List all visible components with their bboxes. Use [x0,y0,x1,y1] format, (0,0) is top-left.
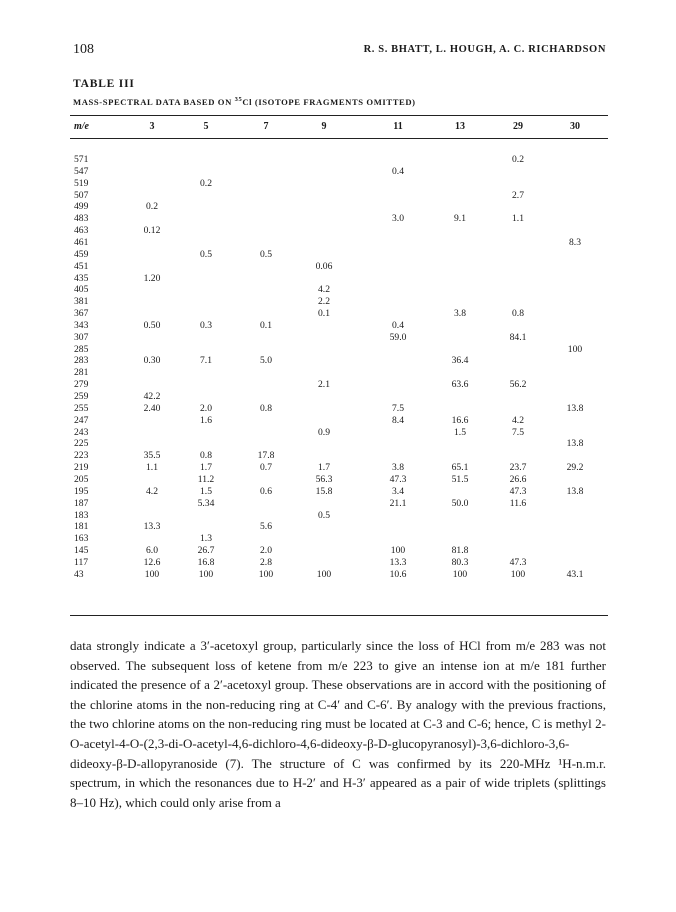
table-mz-cell: 223 [74,450,89,462]
table-value-cell: 100 [198,568,214,580]
table-value-cell: 4.2 [146,485,158,497]
table-mz-cell: 519 [74,177,89,189]
table-value-cell: 3.8 [392,462,404,474]
table-value-cell: 2.1 [318,379,330,391]
table-mz-cell: 43 [74,568,84,580]
table-value-cell: 11.2 [197,473,215,485]
table-value-cell: 1.7 [318,462,330,474]
table-value-cell: 1.5 [200,485,212,497]
table-mz-cell: 343 [74,319,89,331]
table-mz-cell: 145 [74,545,89,557]
table-value-cell: 59.0 [389,331,407,343]
table-value-cell: 0.06 [315,260,333,272]
table-value-cell: 1.6 [200,414,212,426]
table-value-cell: 63.6 [451,379,469,391]
table-value-cell: 0.8 [200,450,212,462]
table-mz-cell: 307 [74,331,89,343]
table-value-cell: 36.4 [451,355,469,367]
table-value-cell: 13.3 [389,556,407,568]
table-value-cell: 15.8 [315,485,333,497]
table-value-cell: 13.8 [566,402,584,414]
table-mz-cell: 381 [74,296,89,308]
table-mz-cell: 483 [74,213,89,225]
table-top-rule [70,115,608,116]
table-value-cell: 2.2 [318,296,330,308]
table-mz-cell: 243 [74,426,89,438]
table-value-cell: 2.7 [512,189,524,201]
table-mz-cell: 281 [74,367,89,379]
table-mz-cell: 117 [74,556,89,568]
table-mz-cell: 367 [74,308,89,320]
table-value-cell: 47.3 [389,473,407,485]
table-value-cell: 0.30 [143,355,161,367]
table-mz-cell: 499 [74,201,89,213]
table-value-cell: 3.4 [392,485,404,497]
table-column-header: 9 [321,121,327,132]
table-mz-cell: 461 [74,236,89,248]
body-paragraph: data strongly indicate a 3′-acetoxyl group, particularly since the loss of HCl from m/e 283 was not observed. The subsequent loss of ketene from m/e 223 to give an intense ion at m/e 181 further indicated the presence of a 2′-acetoxyl group. These observations are in accord with the positioning of the chlorine atoms in the non-reducing ring at C-4′ and C-6′. By analogy with the previous fractions, the two chlorine atoms on the non-reducing ring must be located at C-3 and C-6; hence, C is methyl 2-O-acetyl-4-O-(2,3-di-O-acetyl-4,6-dichloro-4,6-dideoxy-β-D-glucopyranosyl)-3,6-dichloro-3,6-dideoxy-β-D-allopyranoside (7). The structure of C was confirmed by its 220-MHz ¹H-n.m.r. spectrum, in which the resonances due to H-2′ and H-3′ appeared as a pair of wide triplets (splittings 8–10 Hz), which could only arise from a [70,638,606,810]
table-value-cell: 1.3 [200,533,212,545]
table-mz-cell: 435 [74,272,89,284]
caption-isotope: 35 [234,96,243,103]
table-value-cell: 0.5 [318,509,330,521]
table-value-cell: 65.1 [451,462,469,474]
table-mz-cell: 195 [74,485,89,497]
caption-suffix: Cl (ISOTOPE FRAGMENTS OMITTED) [242,96,416,107]
table-value-cell: 1.7 [200,462,212,474]
table-value-cell: 3.8 [454,308,466,320]
table-header-mz: m/e [74,121,89,132]
table-mz-cell: 183 [74,509,89,521]
table-value-cell: 0.5 [260,248,272,260]
table-value-cell: 5.6 [260,521,272,533]
table-value-cell: 100 [258,568,274,580]
table-value-cell: 0.9 [318,426,330,438]
table-mz-cell: 547 [74,165,89,177]
table-mz-cell: 507 [74,189,89,201]
table-mz-cell: 571 [74,154,89,165]
caption-prefix: MASS-SPECTRAL DATA BASED ON [73,96,235,107]
table-mz-cell: 255 [74,402,89,414]
table-caption [73,96,416,107]
table-value-cell: 0.12 [143,225,161,237]
table-value-cell: 47.3 [509,556,527,568]
table-column-header: 11 [393,121,403,132]
table-value-cell: 1.20 [143,272,161,284]
table-mz-cell: 187 [74,497,89,509]
table-mz-cell: 283 [74,355,89,367]
table-value-cell: 8.3 [569,236,581,248]
table-value-cell: 5.34 [197,497,215,509]
table-value-cell: 2.0 [200,402,212,414]
table-mz-cell: 259 [74,391,89,402]
table-value-cell: 0.2 [200,177,212,189]
table-value-cell: 100 [567,343,583,355]
table-value-cell: 9.1 [454,213,466,225]
running-head: R. S. BHATT, L. HOUGH, A. C. RICHARDSON [363,44,606,55]
table-value-cell: 1.5 [454,426,466,438]
table-value-cell: 0.8 [260,402,272,414]
table-column-header: 30 [570,121,580,132]
table-value-cell: 51.5 [451,473,469,485]
table-value-cell: 100 [390,545,406,557]
table-value-cell: 0.7 [260,462,272,474]
table-mz-cell: 181 [74,521,89,533]
table-value-cell: 0.1 [260,319,272,331]
table-mz-cell: 163 [74,533,89,545]
table-value-cell: 4.2 [512,414,524,426]
table-value-cell: 81.8 [451,545,469,557]
table-value-cell: 12.6 [143,556,161,568]
table-value-cell: 35.5 [143,450,161,462]
table-value-cell: 56.2 [509,379,527,391]
table-value-cell: 17.8 [257,450,275,462]
table-value-cell: 10.6 [389,568,407,580]
table-value-cell: 8.4 [392,414,404,426]
table-mz-cell: 205 [74,473,89,485]
table-value-cell: 47.3 [509,485,527,497]
table-header-rule [70,138,608,139]
table-value-cell: 13.3 [143,521,161,533]
table-value-cell: 26.6 [509,473,527,485]
table-value-cell: 0.8 [512,308,524,320]
table-label: TABLE III [73,78,135,90]
table-value-cell: 11.6 [509,497,527,509]
table-mz-cell: 225 [74,438,89,450]
table-mz-cell: 247 [74,414,89,426]
table-value-cell: 100 [144,568,160,580]
table-column-header: 3 [149,121,155,132]
table-mz-cell: 405 [74,284,89,296]
table-mz-cell: 463 [74,225,89,237]
table-value-cell: 0.2 [146,201,158,213]
table-value-cell: 1.1 [146,462,158,474]
table-value-cell: 5.0 [260,355,272,367]
table-value-cell: 7.5 [512,426,524,438]
table-value-cell: 7.5 [392,402,404,414]
table-value-cell: 21.1 [389,497,407,509]
table-column-header: 5 [203,121,209,132]
table-value-cell: 0.1 [318,308,330,320]
table-mz-cell: 285 [74,343,89,355]
table-value-cell: 29.2 [566,462,584,474]
table-value-cell: 43.1 [566,568,584,580]
table-value-cell: 100 [316,568,332,580]
table-value-cell: 2.0 [260,545,272,557]
table-value-cell: 13.8 [566,438,584,450]
table-value-cell: 4.2 [318,284,330,296]
table-value-cell: 0.50 [143,319,161,331]
table-value-cell: 0.6 [260,485,272,497]
table-value-cell: 16.8 [197,556,215,568]
table-column-header: 13 [455,121,465,132]
table-value-cell: 0.5 [200,248,212,260]
table-bottom-rule [70,615,608,616]
table-value-cell: 50.0 [451,497,469,509]
table-value-cell: 23.7 [509,462,527,474]
table-mz-cell: 459 [74,248,89,260]
table-value-cell: 2.40 [143,402,161,414]
table-value-cell: 42.2 [143,391,161,402]
table-value-cell: 0.3 [200,319,212,331]
table-value-cell: 7.1 [200,355,212,367]
table-mz-cell: 279 [74,379,89,391]
page-number: 108 [73,42,94,57]
table-value-cell: 2.8 [260,556,272,568]
table-mz-cell: 451 [74,260,89,272]
table-value-cell: 3.0 [392,213,404,225]
table-value-cell: 100 [510,568,526,580]
body-text [70,636,606,812]
table-value-cell: 0.4 [392,319,404,331]
table-mz-cell: 219 [74,462,89,474]
table-value-cell: 13.8 [566,485,584,497]
table-value-cell: 0.4 [392,165,404,177]
table-column-header: 7 [263,121,269,132]
table-value-cell: 56.3 [315,473,333,485]
table-column-header: 29 [513,121,523,132]
table-value-cell: 84.1 [509,331,527,343]
table-value-cell: 80.3 [451,556,469,568]
table-value-cell: 6.0 [146,545,158,557]
table-value-cell: 0.2 [512,154,524,165]
table-value-cell: 16.6 [451,414,469,426]
table-value-cell: 26.7 [197,545,215,557]
table-value-cell: 1.1 [512,213,524,225]
table-value-cell: 100 [452,568,468,580]
